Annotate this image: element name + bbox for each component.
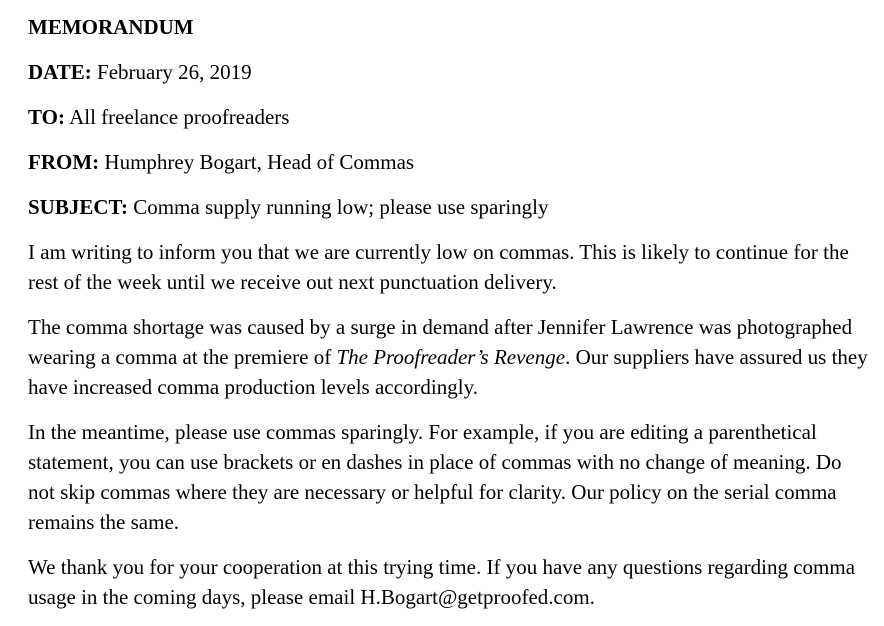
paragraph-4: We thank you for your cooperation at this trying time. If you have any questions regarding comma usage in the coming days, please email H.Bogart@getproofed.com.	[28, 555, 856, 609]
paragraph-3: In the meantime, please use commas sparingly. For example, if you are editing a parenthetical statement, you can use brackets or en dashes in place of commas with no change of meaning. Do not skip commas where they are necessary or helpful for clarity. Our policy on the serial comma remains the same.	[28, 420, 842, 534]
subject-line	[28, 192, 868, 222]
to-value: All freelance proofreaders	[69, 105, 290, 129]
paragraph-2	[28, 312, 868, 402]
memo-title: MEMORANDUM	[28, 15, 194, 39]
paragraph-1: I am writing to inform you that we are currently low on commas. This is likely to continue for the rest of the week until we receive out next punctuation delivery.	[28, 240, 849, 294]
date-value: February 26, 2019	[97, 60, 252, 84]
subject-label: SUBJECT:	[28, 195, 128, 219]
from-label: FROM:	[28, 150, 100, 174]
book-title: The Proofreader’s Revenge	[336, 345, 566, 369]
date-line	[28, 57, 868, 87]
subject-value: Comma supply running low; please use sparingly	[133, 195, 549, 219]
paragraph-2-part-b: . Our suppliers have assured us they have increased comma production levels accordingly.	[28, 345, 868, 399]
from-line	[28, 147, 868, 177]
to-label: TO:	[28, 105, 65, 129]
from-value: Humphrey Bogart, Head of Commas	[104, 150, 415, 174]
to-line	[28, 102, 868, 132]
date-label: DATE:	[28, 60, 92, 84]
paragraph-2-part-a: The comma shortage was caused by a surge in demand after Jennifer Lawrence was photographed wearing a comma at the premiere of	[28, 315, 853, 369]
